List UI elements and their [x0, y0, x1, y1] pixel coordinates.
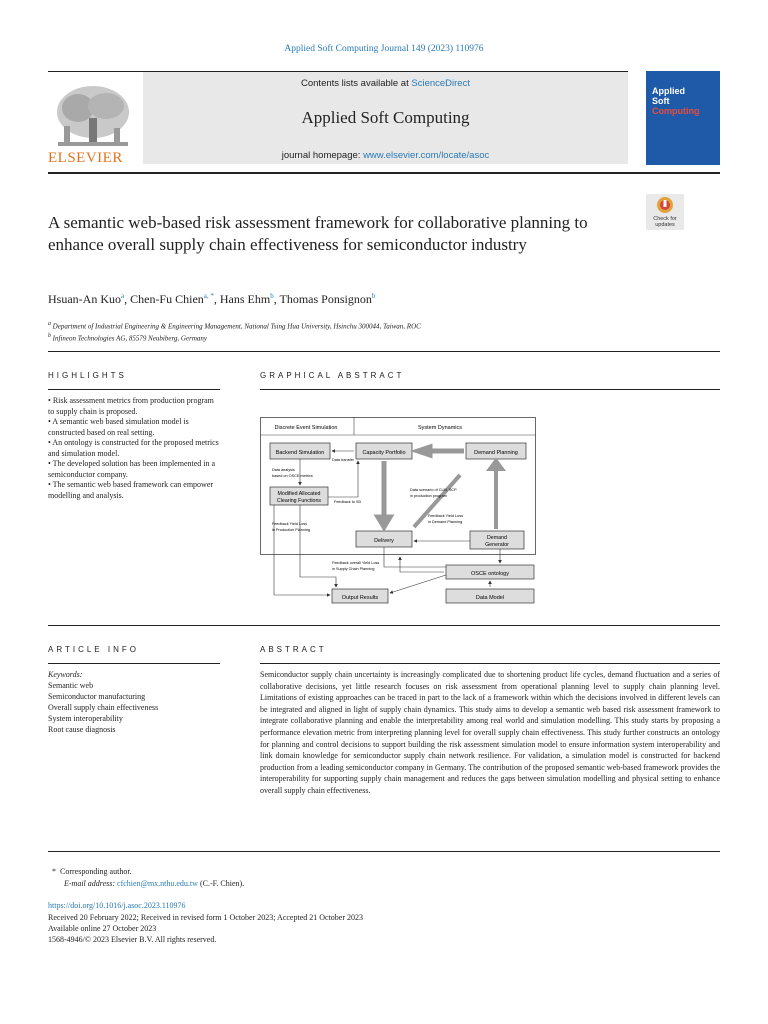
graphical-abstract-rule: [260, 389, 720, 390]
author-affiliation-marker[interactable]: b: [270, 292, 274, 300]
copyright: 1568-4946/© 2023 Elsevier B.V. All rights reserved.: [48, 935, 217, 944]
journal-title: Applied Soft Computing: [301, 108, 470, 127]
output-results-label: Output Results: [341, 595, 379, 601]
author-affiliation-marker[interactable]: a: [121, 292, 125, 300]
note-feedback-sd: Feedback to SD: [334, 500, 362, 504]
keyword: Semiconductor manufacturing: [48, 692, 146, 701]
email-suffix: (C.-F. Chien).: [199, 879, 245, 888]
keywords-label: Keywords:: [48, 670, 83, 679]
affiliation-text: Infineon Technologies AG, 85579 Neubiberg, Germany: [52, 334, 207, 343]
author-name[interactable]: Hans Ehm: [219, 292, 271, 306]
demand-generator-label-2: Generator: [485, 542, 509, 548]
check-for-updates-badge[interactable]: [646, 194, 684, 230]
contents-prefix: Contents lists available at: [301, 78, 412, 89]
highlight-item: • The developed solution has been implemented in a semiconductor company.: [48, 459, 216, 479]
des-label: Discrete Event Simulation: [274, 425, 338, 431]
data-model-label: Data Model: [475, 595, 505, 601]
affiliation-marker: a: [48, 321, 51, 327]
highlight-item: • Risk assessment metrics from production program to supply chain is proposed.: [48, 396, 214, 416]
received-dates: Received 20 February 2022; Received in revised form 1 October 2023; Accepted 21 October 2023: [48, 913, 364, 922]
publisher-name: ELSEVIER: [48, 150, 123, 166]
author-name[interactable]: Thomas Ponsignon: [279, 292, 372, 306]
email-note: [64, 878, 244, 889]
highlight-text: The developed solution has been implemented in a semiconductor company.: [48, 459, 216, 479]
note-data-transfer: Data transfer: [332, 458, 354, 462]
contents-line: [143, 78, 628, 89]
badge-line-1: Check for: [653, 216, 677, 222]
homepage-link[interactable]: www.elsevier.com/locate/asoc: [363, 150, 490, 161]
highlight-item: • An ontology is constructed for the proposed metrics and simulation model.: [48, 438, 219, 458]
article-info-rule: [48, 663, 220, 664]
affiliation-marker: b: [48, 333, 51, 340]
affiliation-a: [48, 319, 421, 331]
corresponding-text: Corresponding author.: [60, 867, 132, 876]
keyword: Overall supply chain effectiveness: [48, 703, 159, 712]
abstract-heading: ABSTRACT: [260, 645, 327, 654]
modified-clearing-label-2: Clearing Functions: [276, 498, 322, 504]
note-feedback-pp-1: Feedback Yield Loss: [272, 522, 308, 526]
keywords-block: [48, 669, 158, 735]
backend-simulation-label: Backend Simulation: [275, 450, 325, 456]
sd-label: System Dynamics: [417, 425, 463, 431]
demand-planning-label: Demand Planning: [474, 450, 518, 456]
available-online: Available online 27 October 2023: [48, 924, 157, 933]
cover-line-2: Soft: [652, 96, 670, 106]
affiliations: [48, 319, 421, 344]
homepage-prefix: journal homepage:: [281, 150, 364, 161]
author-affiliation-marker[interactable]: b: [371, 292, 376, 300]
badge-line-2: updates: [655, 222, 675, 228]
demand-generator-label-1: Demand: [486, 535, 508, 541]
highlight-item: • A semantic web based simulation model is constructed based on real setting.: [48, 417, 189, 437]
section-rule: [48, 351, 720, 352]
abstract-rule: [260, 663, 720, 664]
doi-link[interactable]: https://doi.org/10.1016/j.asoc.2023.110976: [48, 901, 186, 910]
article-title: A semantic web-based risk assessment framework for collaborative planning to enhance overall supply chain effectiveness for semiconductor industry: [48, 213, 588, 254]
highlights-list: [48, 396, 220, 501]
corresponding-mark: *: [52, 867, 56, 876]
author-name[interactable]: Chen-Fu Chien: [130, 292, 204, 306]
journal-reference[interactable]: Applied Soft Computing Journal 149 (2023) 110976: [284, 44, 484, 54]
section-rule: [48, 625, 720, 626]
highlights-rule: [48, 389, 220, 390]
email-link[interactable]: cfchien@mx.nthu.edu.tw: [117, 879, 198, 888]
note-feedback-dp-1: Feedback Yield Loss: [428, 514, 464, 518]
author-list: Hsuan-An Kuo$^a$, Chen-Fu Chien$^{a, *}$, Hans Ehm$^b$, Thomas Ponsignon$^b$: [48, 292, 376, 306]
modified-clearing-label-1: Modified Allocated: [277, 491, 321, 497]
highlight-text: A semantic web based simulation model is constructed based on real setting.: [48, 417, 189, 437]
note-feedback-dp-2: in Demand Planning: [428, 520, 463, 524]
capacity-portfolio-label: Capacity Portfolio: [362, 450, 406, 456]
note-data-analysis-1: Data analysis: [272, 468, 295, 472]
note-scenario-1: Data scenario of CLM, SCP: [410, 488, 457, 492]
highlight-item: • The semantic web based framework can empower modelling and analysis.: [48, 480, 214, 500]
note-feedback-overall-1: Feedback overall Yield Loss: [332, 561, 380, 565]
masthead-bottom-rule: [48, 172, 720, 174]
keyword: Root cause diagnosis: [48, 725, 116, 734]
highlight-text: Risk assessment metrics from production program to supply chain is proposed.: [48, 396, 214, 416]
note-feedback-overall-2: in Supply Chain Planning: [332, 567, 375, 571]
corresponding-note: [52, 866, 132, 877]
cover-line-3: Computing: [652, 106, 700, 116]
graphical-abstract-diagram: [260, 417, 536, 605]
sciencedirect-link[interactable]: ScienceDirect: [411, 78, 470, 89]
highlights-heading: HIGHLIGHTS: [48, 371, 127, 380]
note-data-analysis-2: based on OSCE metrics: [272, 474, 313, 478]
highlight-text: The semantic web based framework can empower modelling and analysis.: [48, 480, 214, 500]
email-label: E-mail address:: [64, 879, 116, 888]
homepage-line: [143, 150, 628, 161]
keyword: System interoperability: [48, 714, 123, 723]
keyword: Semantic web: [48, 681, 94, 690]
cover-line-1: Applied: [652, 86, 685, 96]
osce-ontology-label: OSCE ontology: [471, 571, 509, 577]
affiliation-text: Department of Industrial Engineering & Engineering Management, National Tsing Hua University, Hsinchu 300044, Taiwan, ROC: [52, 322, 421, 331]
journal-cover-title: [652, 86, 700, 116]
section-rule: [48, 851, 720, 852]
abstract-text: Semiconductor supply chain uncertainty is increasingly complicated due to shortening product life cycles, demand fluctuation and a series of collaborative decisions, yet little research focuses on risk assessment from operational planning level to supply chain planning level. Limitations of existing approaches can be traced in part to the lack of a framework within which the decisions involved in different levels can be integrated and aligned in light of supply chain dynamics. This study aims to develop a semantic web based risk assessment framework to integrate collaborative planning and enable the interpretability among real world and simulation modelling. This study starts by proposing a performance elevation metric from interpreting planning level for overall supply chain effectiveness. This study further constructs an ontology for planning and control decisions to support building the risk assessment simulation model to ensure information system interoperability and link domain knowledge for semiconductor supply chain network resilience. For validation, a simulation model is constructed for backend production from a leading semiconductor company in Germany. The contribution of the proposed semantic web-based framework provides the interoperability for supporting supply chain management and reduces the gaps between simulation modelling and physical setting to enhance overall supply chain effectiveness.: [260, 670, 720, 795]
author-affiliation-marker[interactable]: a, *: [203, 292, 214, 300]
note-scenario-2: in production program: [410, 494, 447, 498]
affiliation-b: [48, 331, 421, 343]
highlight-text: An ontology is constructed for the proposed metrics and simulation model.: [48, 438, 219, 458]
delivery-label: Delivery: [374, 538, 394, 544]
note-feedback-pp-2: in Production Planning: [272, 528, 310, 532]
author-name[interactable]: Hsuan-An Kuo: [48, 292, 121, 306]
graphical-abstract-heading: GRAPHICAL ABSTRACT: [260, 371, 405, 380]
article-info-heading: ARTICLE INFO: [48, 645, 139, 654]
